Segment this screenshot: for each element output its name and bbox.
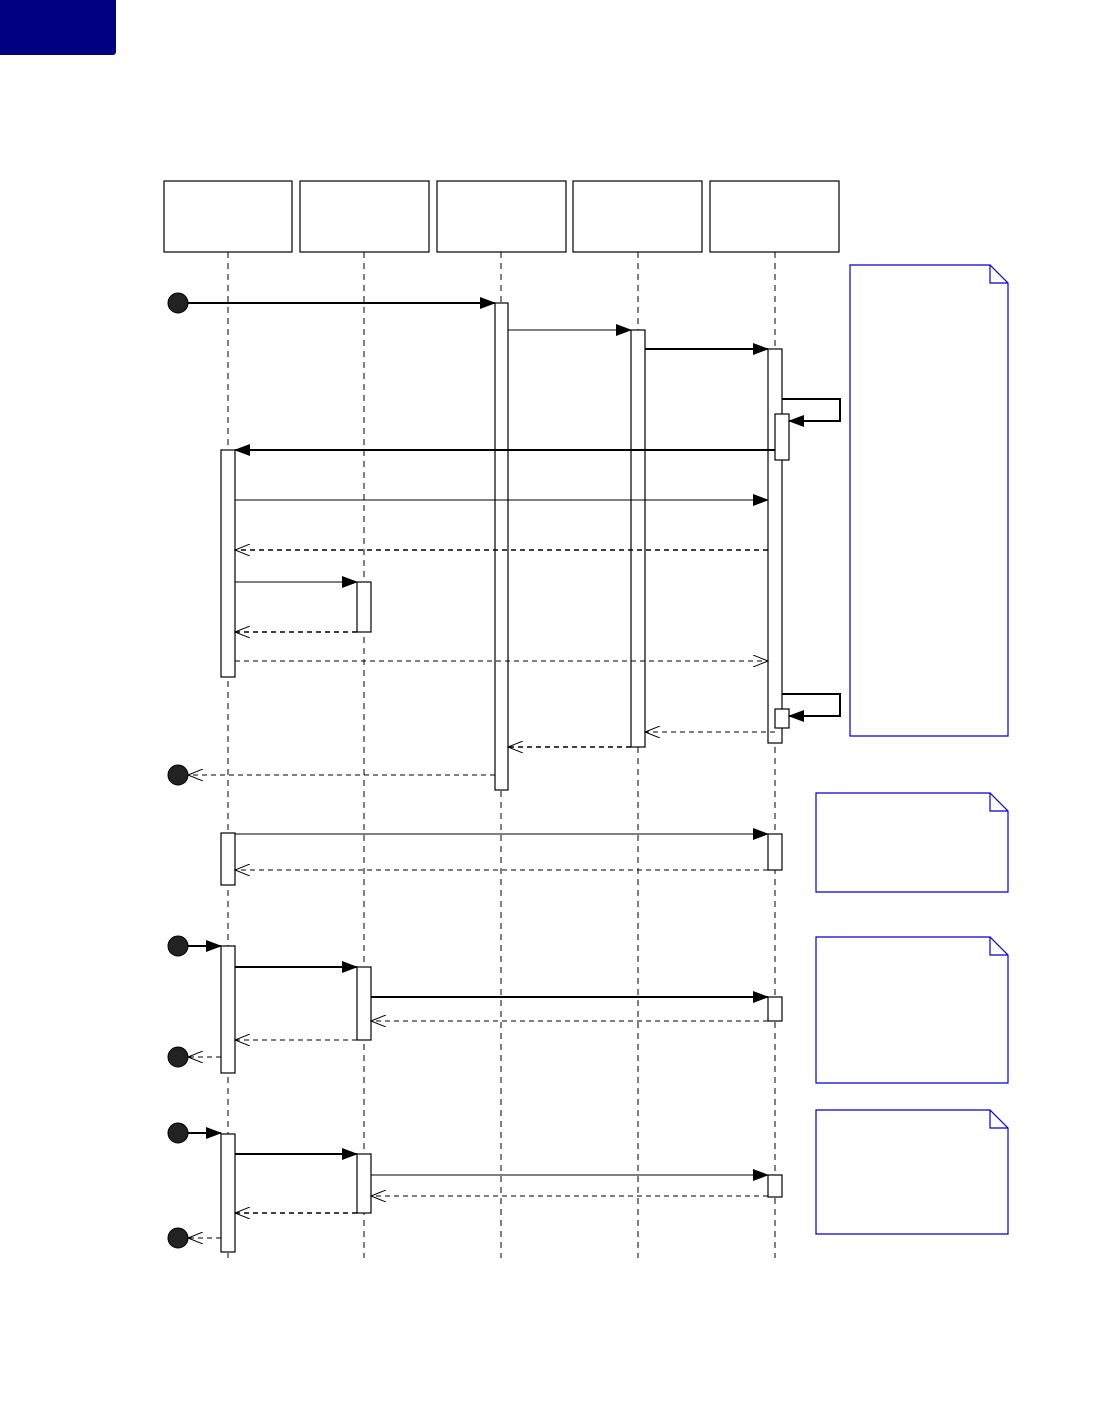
participant-p5 [710, 181, 839, 252]
participant-p4 [573, 181, 702, 252]
activation-p5 [768, 349, 782, 743]
note-2 [816, 793, 1008, 892]
message-11-self [782, 694, 840, 716]
activation-p2-d [357, 1154, 371, 1213]
activation-p2 [357, 582, 371, 632]
end-node-2 [168, 1047, 188, 1067]
start-node-3 [168, 1123, 188, 1143]
activation-p2-c [357, 967, 371, 1040]
participant-p1 [164, 181, 292, 252]
activation-p4 [631, 330, 645, 747]
activation-p1-b [221, 833, 235, 885]
activation-p5-self-1 [775, 414, 789, 460]
activation-p5-self-2 [775, 709, 789, 728]
message-4-self [782, 399, 840, 421]
participant-p2 [300, 181, 429, 252]
note-1 [850, 265, 1008, 736]
note-3 [816, 937, 1008, 1083]
participant-p3 [437, 181, 566, 252]
activation-p5-c [768, 997, 782, 1021]
end-node-1 [168, 765, 188, 785]
activation-p1 [221, 450, 235, 677]
activation-p5-d [768, 1175, 782, 1197]
activation-p5-b [768, 834, 782, 870]
activation-p1-c [221, 946, 235, 1073]
activation-p1-d [221, 1134, 235, 1252]
note-4 [816, 1110, 1008, 1234]
activation-p3 [495, 303, 508, 790]
start-node-1 [168, 293, 188, 313]
end-node-3 [168, 1228, 188, 1248]
start-node-2 [168, 936, 188, 956]
